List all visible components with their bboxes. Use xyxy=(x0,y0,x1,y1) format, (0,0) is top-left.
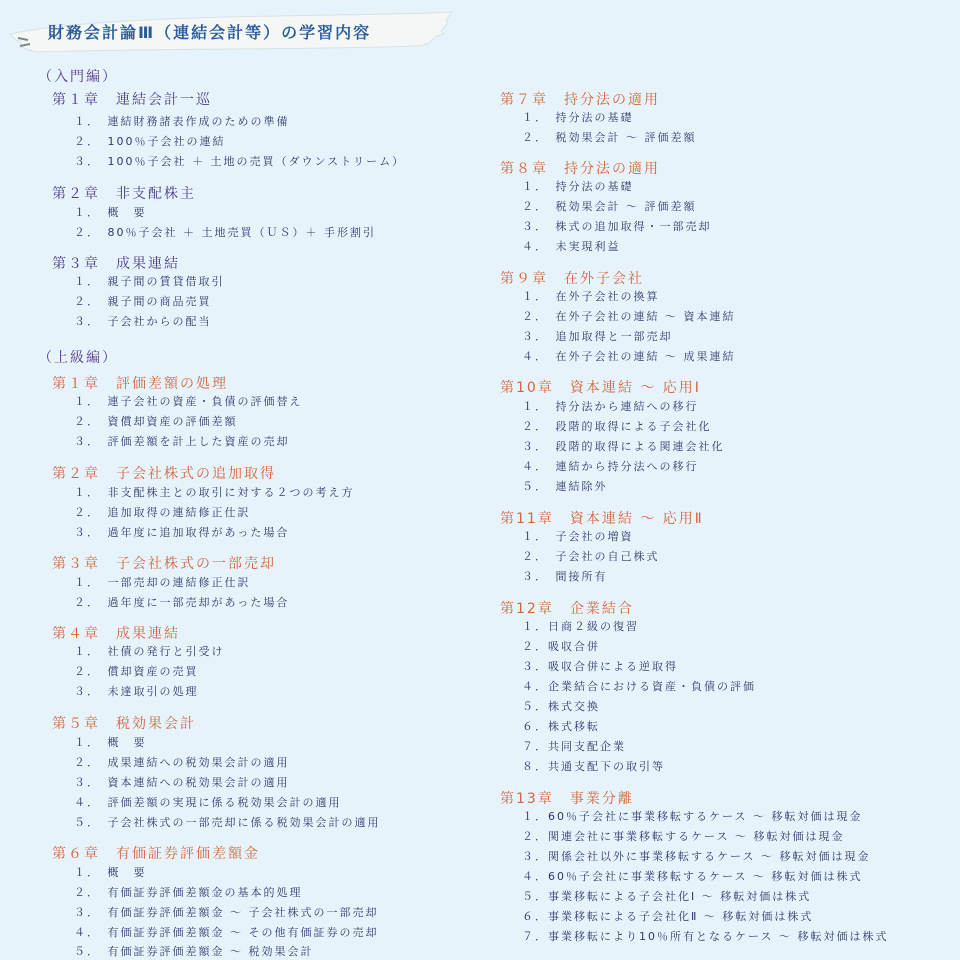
adv-chapter-2: 第２章 子会社株式の追加取得 xyxy=(52,466,276,482)
list-item: １． 非支配株主との取引に対する２つの考え方 xyxy=(74,486,355,499)
list-item: １． 持分法の基礎 xyxy=(522,111,634,124)
list-item: ２． 親子間の商品売買 xyxy=(74,295,212,308)
list-item: １． 持分法の基礎 xyxy=(522,180,634,193)
list-item: ７．事業移転により10％所有となるケース ～ 移転対価は株式 xyxy=(522,930,889,943)
list-item: ２． 在外子会社の連結 ～ 資本連結 xyxy=(522,310,736,323)
list-item: ３． 追加取得と一部売却 xyxy=(522,330,673,343)
list-item: ２． 資償却資産の評価差額 xyxy=(74,415,238,428)
list-item: ３． 未達取引の処理 xyxy=(74,685,199,698)
list-item: ３． 過年度に追加取得があった場合 xyxy=(74,526,290,539)
list-item: ５． 連結除外 xyxy=(522,480,608,493)
adv-chapter-5: 第５章 税効果会計 xyxy=(52,716,196,732)
list-item: ３．関係会社以外に事業移転するケース ～ 移転対価は現金 xyxy=(522,850,871,863)
intro-chapter-2: 第２章 非支配株主 xyxy=(52,186,196,202)
adv-chapter-10: 第10章 資本連結 ～ 応用Ⅰ xyxy=(500,380,701,396)
list-item: ４． 評価差額の実現に係る税効果会計の適用 xyxy=(74,796,342,809)
list-item: ２． 成果連結への税効果会計の適用 xyxy=(74,756,290,769)
intro-chapter-1: 第１章 連結会計一巡 xyxy=(52,92,212,108)
list-item: ３． 有価証券評価差額金 ～ 子会社株式の一部売却 xyxy=(74,906,379,919)
list-item: ４． 連結から持分法への移行 xyxy=(522,460,699,473)
section-intro-label: （入門編） xyxy=(38,69,118,85)
list-item: ２． 有価証券評価差額金の基本的処理 xyxy=(74,886,303,899)
list-item: ２． 子会社の自己株式 xyxy=(522,550,660,563)
list-item: ２．吸収合併 xyxy=(522,640,600,653)
list-item: ４．企業結合における資産・負債の評価 xyxy=(522,680,756,693)
list-item: ６．株式移転 xyxy=(522,720,600,733)
list-item: １． 持分法から連結への移行 xyxy=(522,400,699,413)
list-item: ３． 100％子会社 ＋ 土地の売買（ダウンストリーム） xyxy=(74,155,406,168)
list-item: ２． 追加取得の連結修正仕訳 xyxy=(74,506,251,519)
list-item: ２． 段階的取得による子会社化 xyxy=(522,420,712,433)
list-item: ２． 80％子会社 ＋ 土地売買（ＵＳ）＋ 手形割引 xyxy=(74,226,376,239)
list-item: ５．事業移転による子会社化Ⅰ ～ 移転対価は株式 xyxy=(522,890,812,903)
list-item: ８．共通支配下の取引等 xyxy=(522,760,665,773)
list-item: ３． 段階的取得による関連会社化 xyxy=(522,440,725,453)
adv-chapter-12: 第12章 企業結合 xyxy=(500,601,634,617)
list-item: ６．事業移転による子会社化Ⅱ ～ 移転対価は株式 xyxy=(522,910,814,923)
adv-chapter-3: 第３章 子会社株式の一部売却 xyxy=(52,556,276,572)
list-item: １． 概 要 xyxy=(74,736,147,749)
list-item: ３． 資本連結への税効果会計の適用 xyxy=(74,776,290,789)
section-advanced-label: （上級編） xyxy=(38,350,118,366)
adv-chapter-1: 第１章 評価差額の処理 xyxy=(52,376,228,392)
list-item: １． 社債の発行と引受け xyxy=(74,645,225,658)
list-item: ３． 間接所有 xyxy=(522,570,608,583)
list-item: １． 連子会社の資産・負債の評価替え xyxy=(74,395,303,408)
adv-chapter-11: 第11章 資本連結 ～ 応用Ⅱ xyxy=(500,511,704,527)
adv-chapter-13: 第13章 事業分離 xyxy=(500,791,634,807)
list-item: ５． 有価証券評価差額金 ～ 税効果会計 xyxy=(74,945,314,958)
list-item: ５．株式交換 xyxy=(522,700,600,713)
list-item: ５． 子会社株式の一部売却に係る税効果会計の適用 xyxy=(74,816,381,829)
adv-chapter-8: 第８章 持分法の適用 xyxy=(500,161,660,177)
page-title: 財務会計論Ⅲ（連結会計等）の学習内容 xyxy=(48,23,372,42)
list-item: ３． 株式の追加取得・一部売却 xyxy=(522,220,712,233)
intro-chapter-3: 第３章 成果連結 xyxy=(52,256,180,272)
list-item: ２． 税効果会計 ～ 評価差額 xyxy=(522,131,697,144)
list-item: ４． 未実現利益 xyxy=(522,240,621,253)
list-item: ２． 100％子会社の連結 xyxy=(74,135,226,148)
list-item: １． 一部売却の連結修正仕訳 xyxy=(74,576,251,589)
list-item: ４． 有価証券評価差額金 ～ その他有価証券の売却 xyxy=(74,926,379,939)
list-item: １．日商２級の復習 xyxy=(522,620,639,633)
list-item: １． 子会社の増資 xyxy=(522,530,634,543)
list-item: ４． 在外子会社の連結 ～ 成果連結 xyxy=(522,350,736,363)
list-item: １． 概 要 xyxy=(74,866,147,879)
list-item: １． 概 要 xyxy=(74,206,147,219)
list-item: ４．60％子会社に事業移転するケース ～ 移転対価は株式 xyxy=(522,870,863,883)
adv-chapter-7: 第７章 持分法の適用 xyxy=(500,92,660,108)
list-item: ２． 償却資産の売買 xyxy=(74,665,199,678)
list-item: ３．吸収合併による逆取得 xyxy=(522,660,678,673)
title-banner xyxy=(6,8,454,54)
list-item: ２．関連会社に事業移転するケース ～ 移転対価は現金 xyxy=(522,830,845,843)
list-item: ２． 過年度に一部売却があった場合 xyxy=(74,596,290,609)
adv-chapter-4: 第４章 成果連結 xyxy=(52,626,180,642)
list-item: ３． 評価差額を計上した資産の売却 xyxy=(74,435,290,448)
list-item: １．60％子会社に事業移転するケース ～ 移転対価は現金 xyxy=(522,810,863,823)
list-item: ３． 子会社からの配当 xyxy=(74,315,212,328)
adv-chapter-6: 第６章 有価証券評価差額金 xyxy=(52,846,260,862)
list-item: １． 親子間の賃貸借取引 xyxy=(74,275,225,288)
list-item: １． 在外子会社の換算 xyxy=(522,290,660,303)
list-item: １． 連結財務諸表作成のための準備 xyxy=(74,115,290,128)
list-item: ２． 税効果会計 ～ 評価差額 xyxy=(522,200,697,213)
adv-chapter-9: 第９章 在外子会社 xyxy=(500,271,644,287)
list-item: ７．共同支配企業 xyxy=(522,740,626,753)
